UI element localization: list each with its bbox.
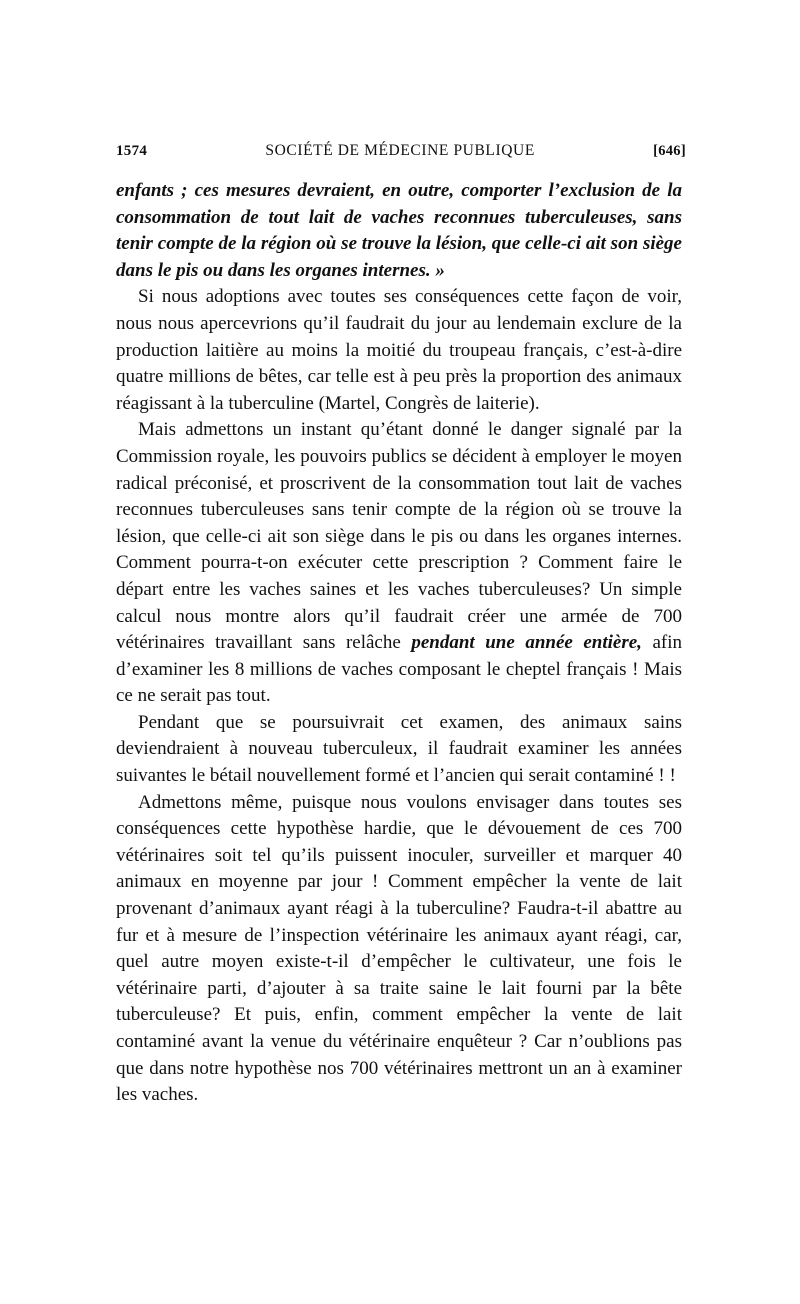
running-header: [116, 142, 686, 170]
paragraph-2: [116, 417, 682, 710]
paragraph-2-end: afin d’examiner les 8 millions de vaches composant le cheptel français ! Mais ce ne serait pas tout.: [116, 632, 683, 707]
running-title: SOCIÉTÉ DE MÉDECINE PUBLIQUE: [265, 142, 535, 159]
page-number: 1574: [116, 143, 148, 159]
body-text: [116, 178, 682, 1109]
paragraph-1: Si nous adoptions avec toutes ses conséquences cette façon de voir, nous nous apercevrions qu’il faudrait du jour au lendemain exclure de la production laitière au moins la moitié du troupeau français, c’est-à-dire quatre millions de bêtes, car telle est à peu près la proportion des animaux réagissant à la tuberculine (Martel, Congrès de laiterie).: [116, 286, 682, 414]
paragraph-quote-end: enfants ; ces mesures devraient, en outre, comporter l’exclusion de la consommation de tout lait de vaches reconnues tuberculeuses, sans tenir compte de la région où se trouve la lésion, que celle-ci ait son siège dans le pis ou dans les organes internes. »: [116, 180, 682, 281]
bracket-page-number: [646]: [653, 143, 686, 159]
paragraph-2-text: Mais admettons un instant qu’étant donné le danger signalé par la Commission royale, les pouvoirs publics se décident à employer le moyen radical préconisé, et proscrivent de la consommation tout lait de vaches reconnues tuberculeuses sans tenir compte de la région où se trouve la lésion, que celle-ci ait son siège dans le pis ou dans les organes internes. Comment pourra-t-on exécuter cette prescription ? Comment faire le départ entre les vaches saines et les vaches tuberculeuses? Un simple calcul nous montre alors qu’il faudrait créer une armée de 700 vétérinaires travaillant sans relâche: [116, 419, 682, 654]
paragraph-4: Admettons même, puisque nous voulons envisager dans toutes ses conséquences cette hypothèse hardie, que le dévouement de ces 700 vétérinaires soit tel qu’ils puissent inoculer, surveiller et marquer 40 animaux en moyenne par jour ! Comment empêcher la vente de lait provenant d’animaux ayant réagi à la tuberculine? Faudra-t-il abattre au fur et à mesure de l’inspection vétérinaire les animaux ayant réagi, car, quel autre moyen existe-t-il d’empêcher le cultivateur, une fois le vétérinaire parti, d’ajouter à sa traite saine le lait fourni par la bête tuberculeuse? Et puis, enfin, comment empêcher la vente de lait contaminé avant la venue du vétérinaire enquêteur ? Car n’oublions pas que dans notre hypothèse nos 700 vétérinaires mettront un an à examiner les vaches.: [116, 791, 682, 1106]
paragraph-2-italic: pendant une année entière,: [411, 632, 642, 654]
paragraph-3: Pendant que se poursuivrait cet examen, des animaux sains deviendraient à nouveau tuberculeux, il faudrait examiner les années suivantes le bétail nouvellement formé et l’ancien qui serait contaminé ! !: [116, 711, 682, 787]
